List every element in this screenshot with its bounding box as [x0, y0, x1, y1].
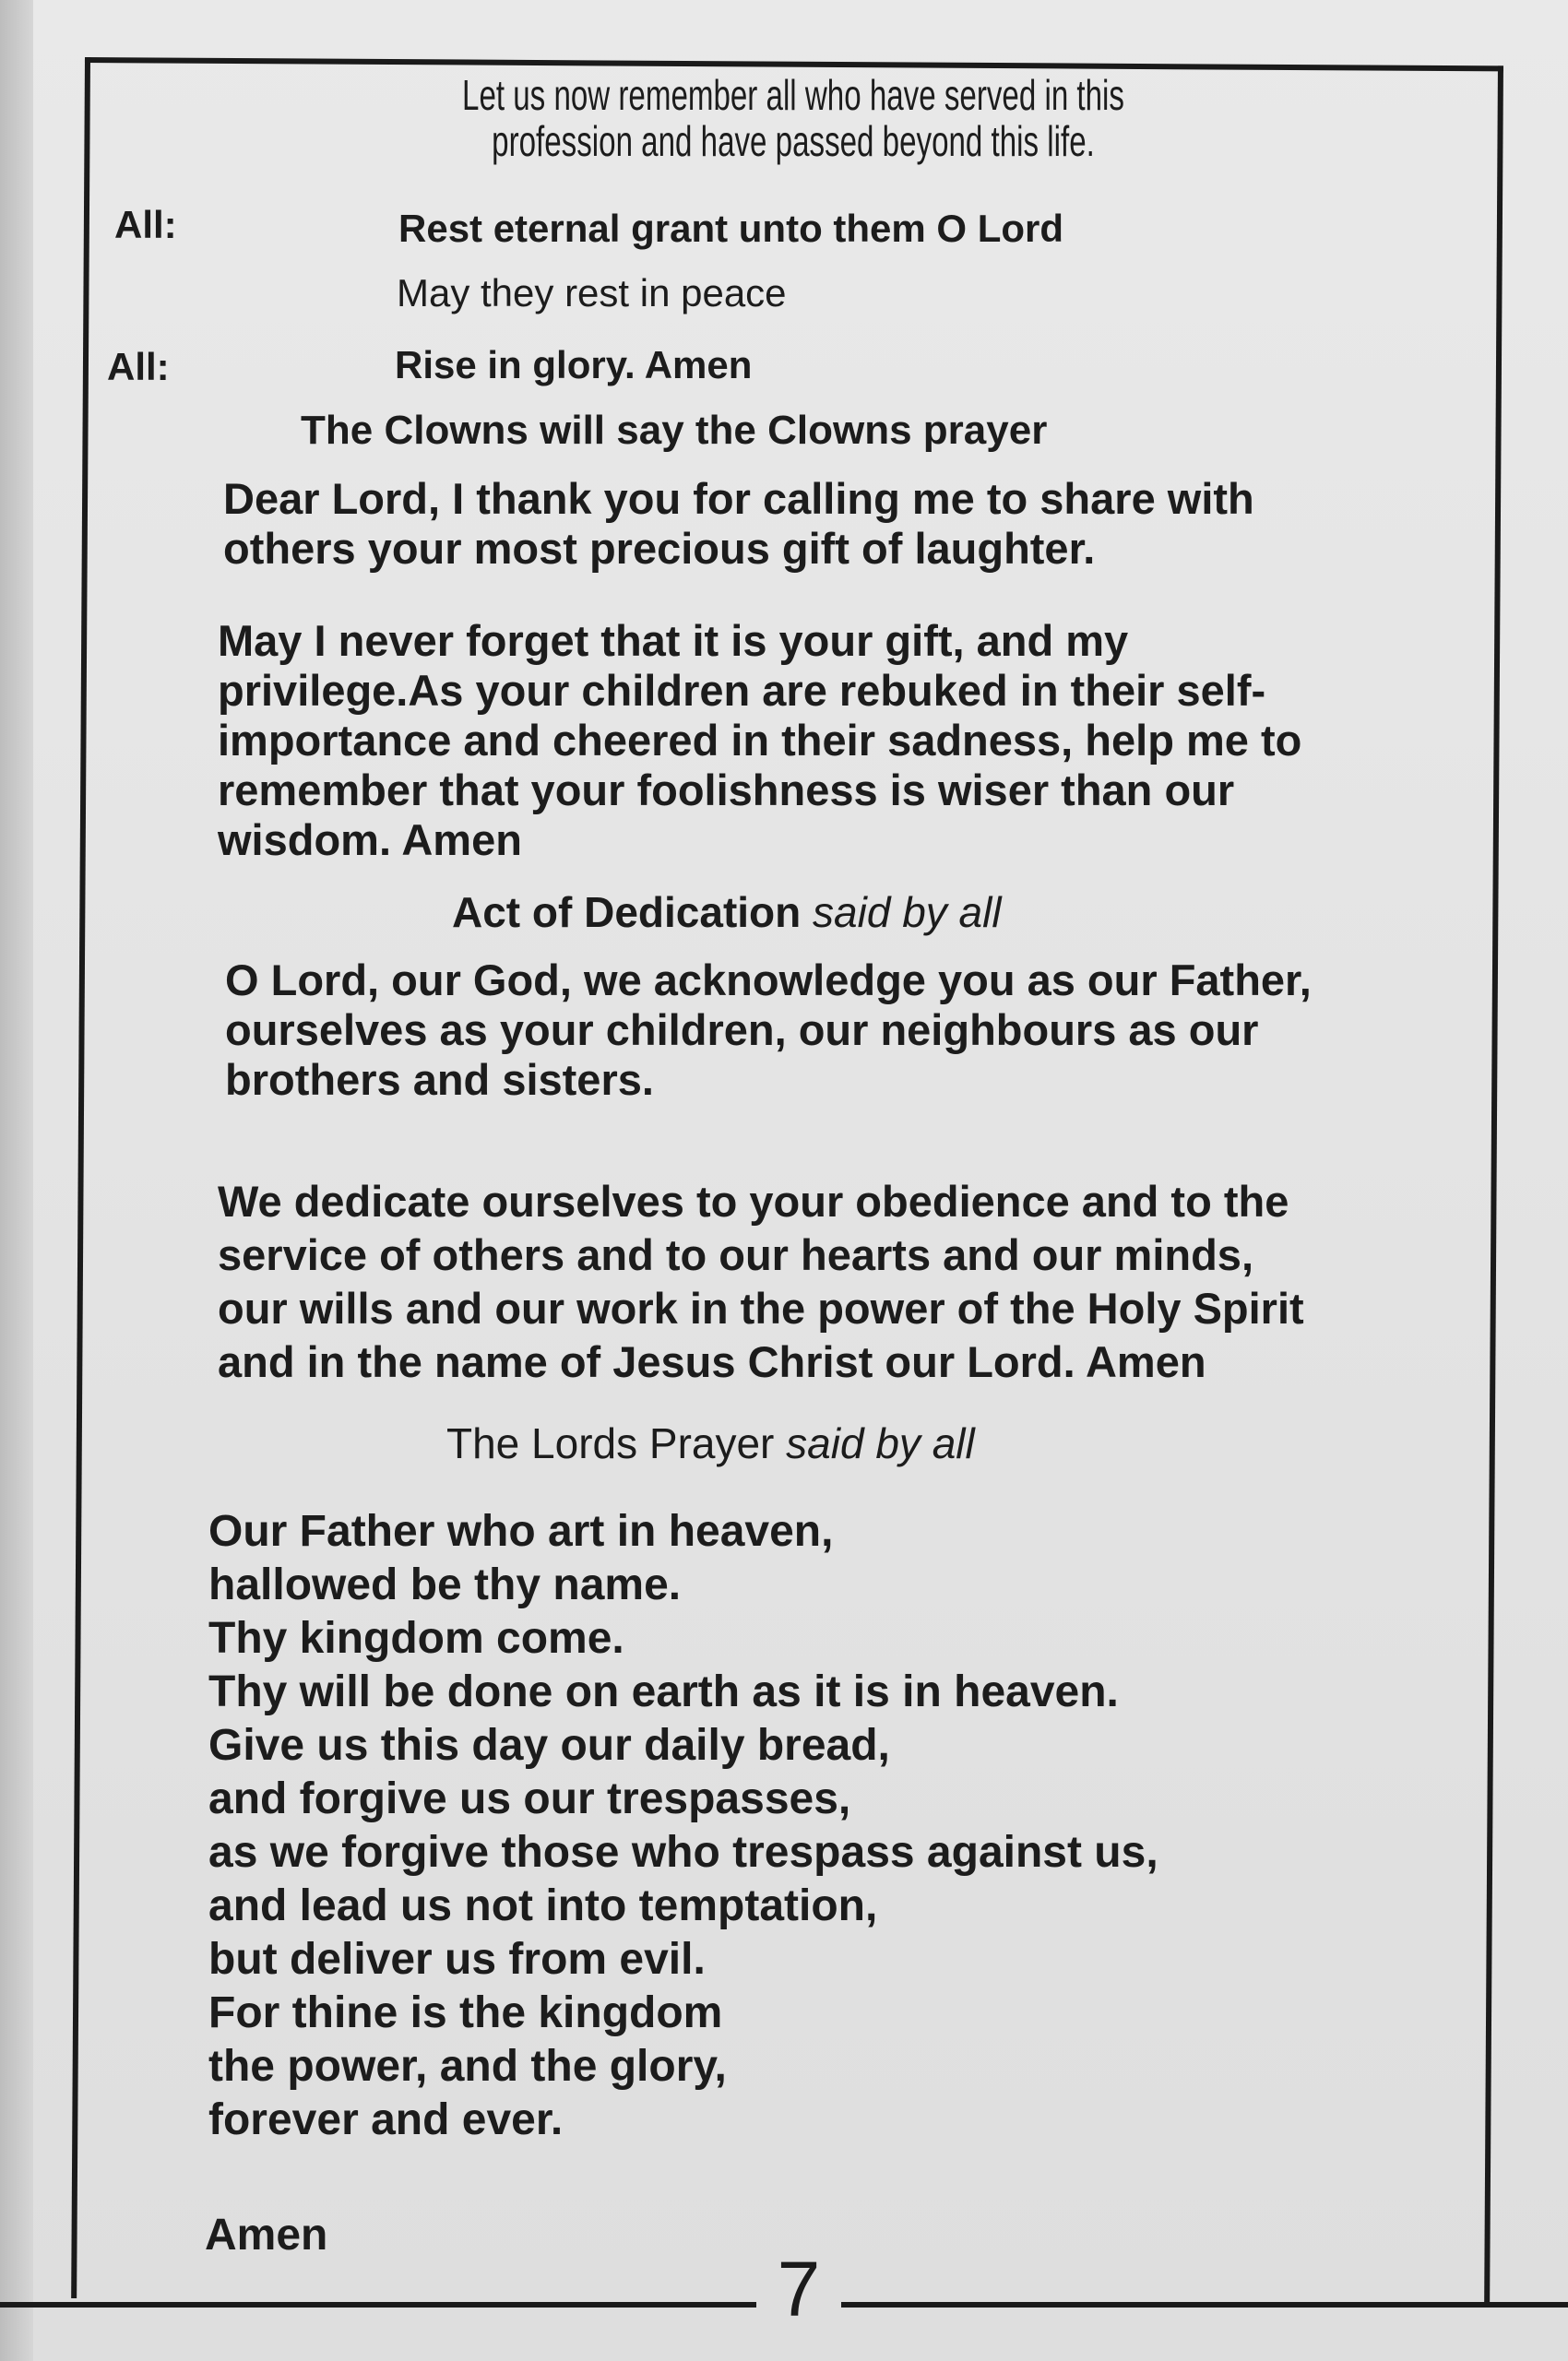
dedication-title: Act of Dedication [452, 888, 802, 936]
lords-prayer-title: The Lords Prayer [446, 1419, 775, 1467]
lords-prayer-amen: Amen [205, 2211, 328, 2260]
dedication-heading [452, 887, 1002, 937]
lords-prayer-note: said by all [786, 1419, 975, 1467]
dedication-line: our wills and our work in the power of the Holy Spirit [218, 1284, 1304, 1333]
intro-line: profession and have passed beyond this life. [492, 117, 1095, 165]
lords-prayer-line: Thy will be done on earth as it is in heaven. [208, 1667, 1119, 1716]
all-label: All: [107, 345, 170, 388]
dedication-line: O Lord, our God, we acknowledge you as our Father, [225, 955, 1312, 1004]
dedication-line: brothers and sisters. [225, 1055, 654, 1104]
lords-prayer-line: Thy kingdom come. [208, 1614, 624, 1663]
intro-text [461, 72, 1125, 164]
prayer-line: others your most precious gift of laughter. [223, 524, 1096, 573]
dedication-line: ourselves as your children, our neighbours as our [225, 1005, 1259, 1054]
all-label: All: [114, 203, 177, 246]
prayer-line: wisdom. Amen [218, 815, 522, 864]
prayer-line: remember that your foolishness is wiser than our [218, 765, 1235, 814]
lords-prayer-line: and lead us not into temptation, [208, 1881, 878, 1930]
dedication-line: We dedicate ourselves to your obedience and to the [218, 1177, 1289, 1226]
lords-prayer-line: and forgive us our trespasses, [208, 1774, 851, 1823]
clowns-prayer-heading: The Clowns will say the Clowns prayer [301, 408, 1048, 453]
lords-prayer-line: hallowed be thy name. [208, 1560, 682, 1609]
lords-prayer-line: For thine is the kingdom [208, 1988, 723, 2037]
clowns-prayer-paragraph [223, 474, 1254, 574]
lords-prayer-line: Give us this day our daily bread, [208, 1721, 890, 1770]
intro-line: Let us now remember all who have served in this [462, 71, 1124, 119]
dedication-line: and in the name of Jesus Christ our Lord. Amen [218, 1337, 1206, 1386]
prayer-line: Dear Lord, I thank you for calling me to share with [223, 474, 1254, 523]
lords-prayer-line: Our Father who art in heaven, [208, 1507, 834, 1556]
dedication-note: said by all [813, 888, 1002, 936]
dedication-paragraph [218, 1175, 1304, 1389]
prayer-line: privilege.As your children are rebuked in their self- [218, 666, 1266, 715]
versicle-line: May they rest in peace [397, 271, 787, 314]
clowns-prayer-paragraph [218, 616, 1301, 865]
response-line: Rise in glory. Amen [395, 343, 753, 386]
lords-prayer-line: but deliver us from evil. [208, 1935, 706, 1984]
prayer-line: importance and cheered in their sadness, help me to [218, 716, 1302, 765]
prayer-line: May I never forget that it is your gift, and my [218, 616, 1129, 665]
lords-prayer-line: as we forgive those who trespass against us, [208, 1828, 1158, 1877]
lords-prayer-text [208, 1505, 1158, 2147]
response-line: Rest eternal grant unto them O Lord [398, 207, 1064, 250]
page-number: 7 [777, 2246, 821, 2332]
lords-prayer-heading [446, 1418, 975, 1468]
lords-prayer-line: forever and ever. [208, 2095, 564, 2144]
dedication-line: service of others and to our hearts and our minds, [218, 1230, 1253, 1279]
dedication-paragraph [225, 955, 1312, 1105]
lords-prayer-line: the power, and the glory, [208, 2042, 727, 2091]
